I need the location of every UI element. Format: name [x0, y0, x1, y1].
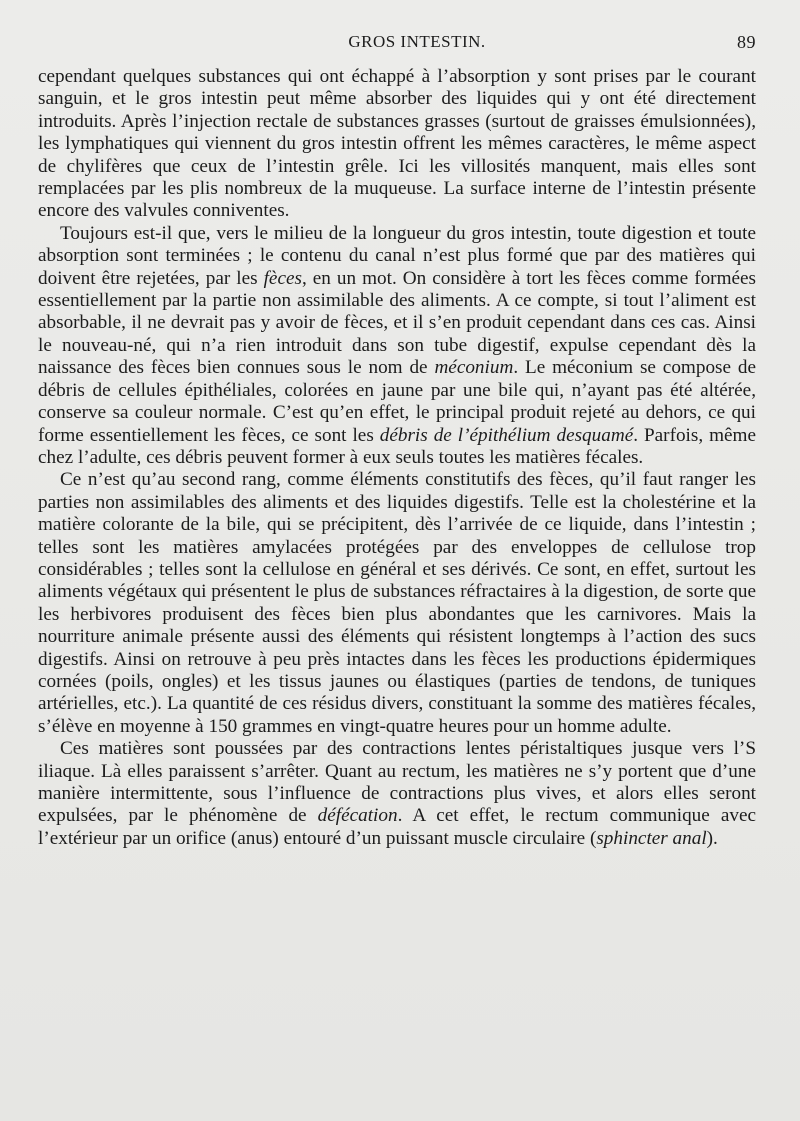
text-run: , en un mot. On considère à tort les fèces comme formées essentiellement par la partie non assimilable des aliments. A ce compte, si tout l’aliment est absorbable, il ne devrait pas y avoir de fèces, et il s’en produit cependant dans ces cas. Ainsi le nouveau-né, qui n’a rien introduit dans son tube digestif, expulse cependant dès la naissance des fèces bien connues sous le nom de — [38, 267, 756, 379]
text-run: Ces matières sont poussées par des contractions lentes péristaltiques jusque vers l’S iliaque. Là elles paraissent s’arrêter. Quant au rectum, les matières ne s’y portent que d’une manière intermittente, sous l’influence de contractions plus vives, et alors elles seront expulsées, par le phénomène de — [38, 738, 756, 827]
text-run: ). — [706, 827, 718, 849]
paragraph — [38, 738, 756, 850]
text-run: Toujours est-il que, vers le milieu de la longueur du gros intestin, toute digestion et toute absorption sont terminées ; le contenu du canal n’est plus formé que par des matières qui doivent être rejetées, par les — [38, 222, 756, 289]
text-run: . Parfois, même chez l’adulte, ces débris peuvent former à eux seuls toutes les matières fécales. — [38, 424, 756, 468]
text-run: . A cet effet, le rectum communique avec l’extérieur par un orifice (anus) entouré d’un puissant muscle circulaire ( — [38, 805, 757, 849]
text-run: . Le méconium se compose de débris de cellules épithéliales, colorées en jaune par une bile qui, n’ayant pas été altérée, conserve sa couleur normale. C’est qu’en effet, le principal produit rejeté au dehors, ce qui forme essentiellement les fèces, ce sont les — [38, 357, 756, 446]
italic-term: défécation — [317, 805, 398, 827]
body-text — [38, 66, 756, 850]
paragraph — [38, 223, 756, 469]
italic-term: méconium — [434, 357, 514, 379]
italic-term: fèces — [263, 267, 302, 289]
paragraph — [38, 469, 756, 738]
text-run: Ce n’est qu’au second rang, comme éléments constitutifs des fèces, qu’il faut ranger les parties non assimilables des aliments et des liquides digestifs. Telle est la cholestérine et la matière colorante de la bile, qui se précipitent, dès l’arrivée de ce liquide, dans l’intestin ; telles sont les matières amylacées protégées par des enveloppes de cellulose trop considérables ; telles sont la cellulose en général et ses dérivés. Ce sont, en effet, surtout les aliments végétaux qui présentent le plus de substances réfractaires à la digestion, de sorte que les herbivores produisent des fèces bien plus abondantes que les carnivores. Mais la nourriture animale présente aussi des éléments qui résistent longtemps à l’action des sucs digestifs. Ainsi on retrouve à peu près intactes dans les fèces les productions épidermiques cornées (poils, ongles) et les tissus jaunes ou élastiques (parties de tendons, de tuniques artérielles, etc.). La quantité de ces résidus divers, constituant la somme des matières fécales, s’élève en moyenne à 150 grammes en vingt-quatre heures pour un homme adulte. — [38, 469, 756, 737]
italic-term: sphincter anal — [596, 827, 707, 849]
running-head — [38, 28, 756, 62]
page-number: 89 — [737, 32, 756, 52]
running-title: GROS INTESTIN. — [348, 32, 486, 51]
paragraph — [38, 66, 756, 223]
italic-term: débris de l’épithélium desquamé — [379, 424, 634, 446]
text-run: cependant quelques substances qui ont échappé à l’absorption y sont prises par le courant sanguin, et le gros intestin peut même absorber des liquides qui y ont été directement introduits. Après l’injection rectale de substances grasses (surtout de graisses émulsionnées), les lymphatiques qui viennent du gros intestin offrent les mêmes caractères, le même aspect de chylifères que ceux de l’intestin grêle. Ici les villosités manquent, mais elles sont remplacées par les plis nombreux de la muqueuse. La surface interne de l’intestin présente encore des valvules conniventes. — [38, 66, 756, 222]
